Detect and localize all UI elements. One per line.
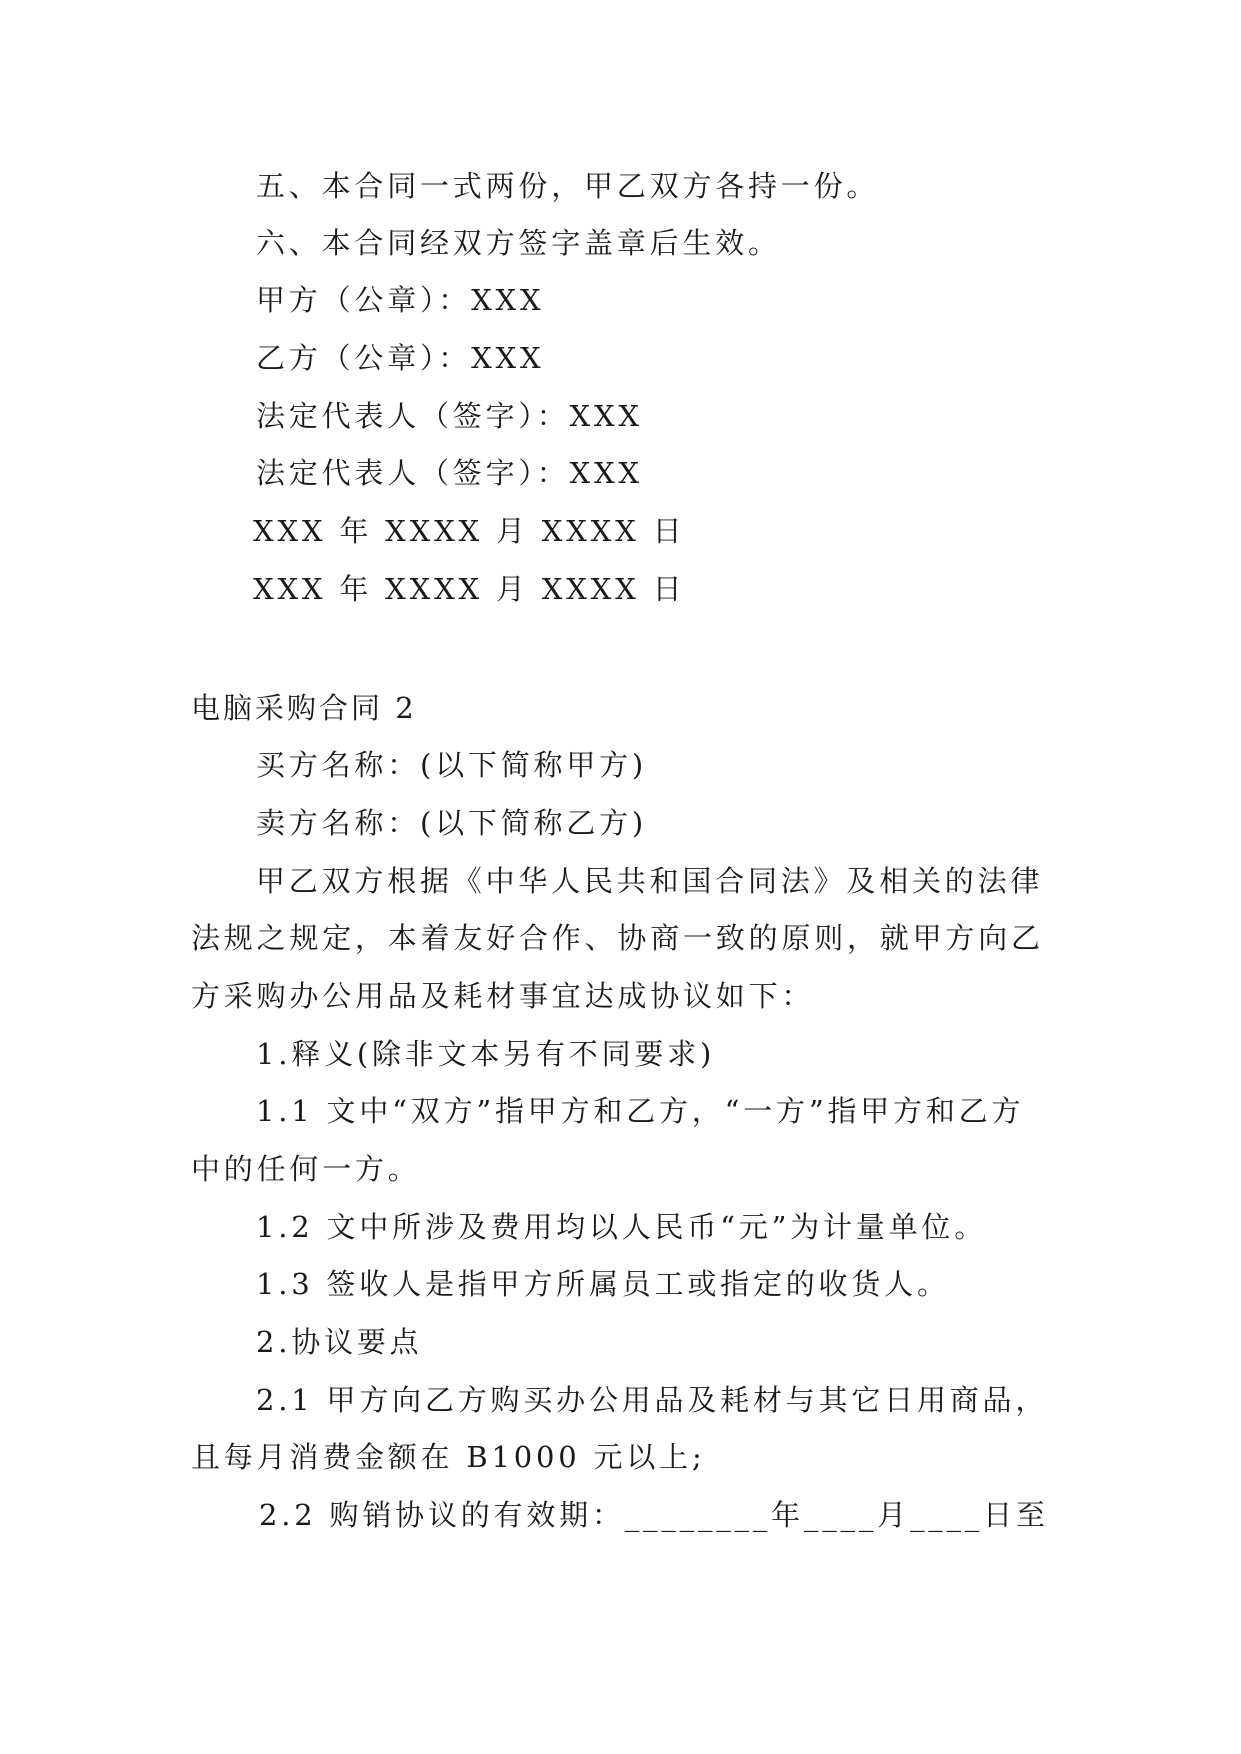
clause-2-2: 2.2 购销协议的有效期：________年____月____日至 bbox=[259, 1498, 1049, 1532]
party-b-seal: 乙方（公章）：XXX bbox=[256, 341, 545, 375]
clause-1-2: 1.2 文中所涉及费用均以人民币“元”为计量单位。 bbox=[256, 1210, 987, 1244]
clause-5: 五、本合同一式两份，甲乙双方各持一份。 bbox=[256, 169, 880, 203]
preamble-line-2: 法规之规定，本着友好合作、协商一致的原则，就甲方向乙 bbox=[191, 921, 1044, 955]
clause-2-1-line-2: 且每月消费金额在 B1000 元以上; bbox=[191, 1440, 706, 1474]
legal-rep-signature-b: 法定代表人（签字）：XXX bbox=[256, 456, 643, 490]
clause-6: 六、本合同经双方签字盖章后生效。 bbox=[256, 226, 781, 260]
date-line-a: XXX 年 XXXX 月 XXXX 日 bbox=[253, 514, 686, 548]
preamble-line-1: 甲乙双方根据《中华人民共和国合同法》及相关的法律 bbox=[256, 864, 1044, 898]
preamble-line-3: 方采购办公用品及耗材事宜达成协议如下： bbox=[191, 979, 815, 1013]
party-a-seal: 甲方（公章）：XXX bbox=[256, 283, 545, 317]
clause-2-heading: 2.协议要点 bbox=[256, 1325, 423, 1359]
clause-1-heading: 1.释义(除非文本另有不同要求) bbox=[256, 1037, 716, 1071]
clause-2-1-line-1: 2.1 甲方向乙方购买办公用品及耗材与其它日用商品， bbox=[256, 1383, 1049, 1417]
buyer-name: 买方名称：(以下简称甲方) bbox=[256, 748, 648, 782]
clause-1-1-line-2: 中的任何一方。 bbox=[191, 1152, 421, 1186]
date-line-b: XXX 年 XXXX 月 XXXX 日 bbox=[253, 572, 686, 606]
clause-1-1-line-1: 1.1 文中“双方”指甲方和乙方，“一方”指甲方和乙方 bbox=[256, 1094, 1025, 1128]
contract-2-title: 电脑采购合同 2 bbox=[191, 691, 417, 725]
legal-rep-signature-a: 法定代表人（签字）：XXX bbox=[256, 399, 643, 433]
seller-name: 卖方名称：(以下简称乙方) bbox=[256, 806, 648, 840]
clause-1-3: 1.3 签收人是指甲方所属员工或指定的收货人。 bbox=[256, 1267, 950, 1301]
